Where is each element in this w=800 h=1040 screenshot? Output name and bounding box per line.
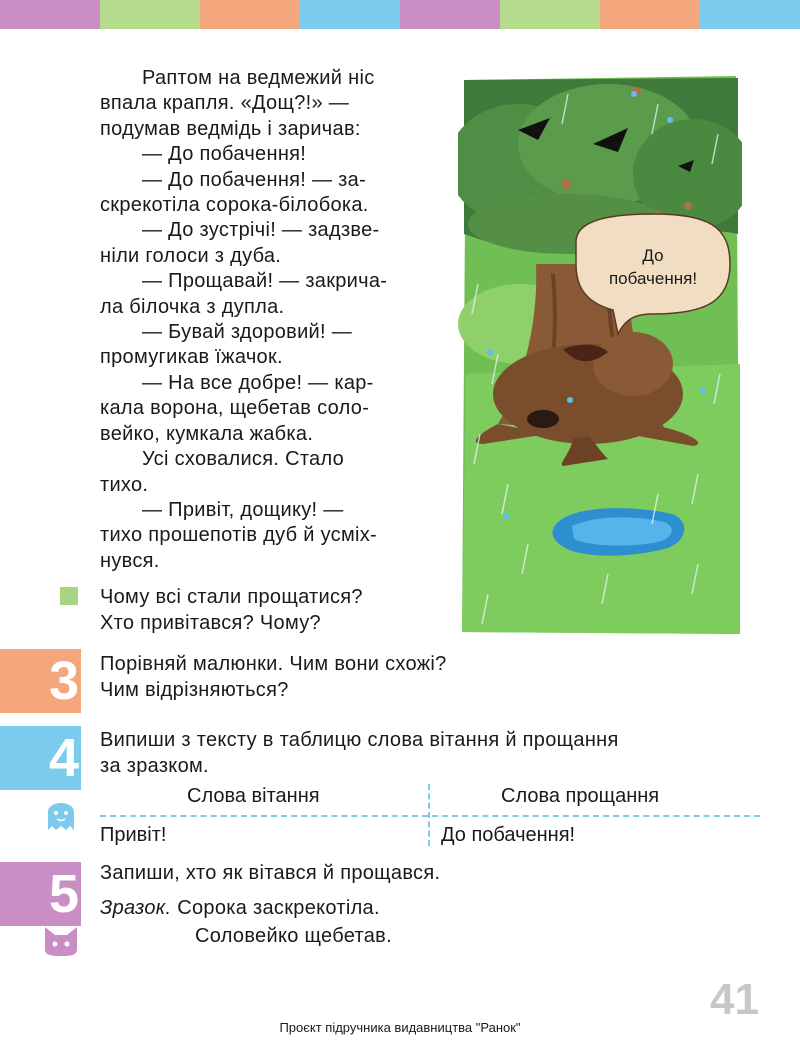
story-line: ла білочка з дупла. xyxy=(100,295,285,318)
story-line: промугикав їжачок. xyxy=(100,346,283,369)
table-cell-greeting: Привіт! xyxy=(100,824,167,846)
task-number-4: 4 xyxy=(0,726,81,790)
task-3-text xyxy=(100,651,447,703)
sample-label: Зразок. xyxy=(100,897,172,919)
speech-bubble-line-2: побачення! xyxy=(608,269,698,288)
task-number-3: 3 xyxy=(0,649,81,713)
table-cell-farewell: До побачення! xyxy=(441,824,576,846)
color-stripe-segment xyxy=(200,0,300,29)
task-number-5: 5 xyxy=(0,862,81,926)
color-stripe-segment xyxy=(300,0,400,29)
question-line-1: Чому всі стали прощатися? xyxy=(100,586,363,608)
story-line: — Привіт, дощику! — xyxy=(142,498,344,521)
story-line: нувся. xyxy=(100,549,160,572)
story-text xyxy=(100,66,440,574)
task-4-text xyxy=(100,727,619,779)
table-horizontal-divider xyxy=(100,815,760,817)
page-number: 41 xyxy=(710,975,759,1024)
story-line: впала крапля. «Дощ?!» — xyxy=(100,92,350,115)
story-line: — До побачення! — за- xyxy=(142,168,367,191)
task-4-line-2: за зразком. xyxy=(100,755,209,777)
table-header-farewells: Слова прощання xyxy=(501,785,660,807)
color-stripe-segment xyxy=(600,0,700,29)
question-line-2: Хто привітався? Чому? xyxy=(100,612,321,634)
sample-line-1: Сорока заскрекотіла. xyxy=(177,897,380,919)
table-vertical-divider xyxy=(428,784,430,846)
ghost-icon xyxy=(44,794,78,834)
story-line: Усі сховалися. Стало xyxy=(142,448,345,471)
story-line: — Бувай здоровий! — xyxy=(142,321,353,344)
footer-publisher-note: Проєкт підручника видавництва "Ранок" xyxy=(279,1020,521,1035)
story-line: — На все добре! — кар- xyxy=(142,371,374,394)
story-line: тихо. xyxy=(100,473,149,496)
cat-icon xyxy=(42,923,80,957)
color-stripe-segment xyxy=(500,0,600,29)
story-line: подумав ведмідь і заричав: xyxy=(100,117,361,140)
task-4-line-1: Випиши з тексту в таблицю слова вітання й прощання xyxy=(100,729,619,751)
story-line: ніли голоси з дуба. xyxy=(100,244,282,267)
question-marker xyxy=(60,587,78,605)
story-line: тихо прошепотів дуб й усміх- xyxy=(100,524,377,547)
table-header-greetings: Слова вітання xyxy=(187,785,320,807)
story-line: — Прощавай! — закрича- xyxy=(142,270,388,293)
color-stripe-bar xyxy=(0,0,800,29)
story-line: — До побачення! xyxy=(142,143,307,166)
color-stripe-segment xyxy=(400,0,500,29)
story-line: Раптом на ведмежий ніс xyxy=(142,67,375,89)
story-line: вейко, кумкала жабка. xyxy=(100,422,314,445)
story-line: скрекотіла сорока-білобока. xyxy=(100,194,369,217)
color-stripe-segment xyxy=(700,0,800,29)
color-stripe-segment xyxy=(100,0,200,29)
sample-line-2: Соловейко щебетав. xyxy=(195,925,392,947)
color-stripe-segment xyxy=(0,0,100,29)
speech-bubble-line-1: До xyxy=(642,246,664,265)
story-line: — До зустрічі! — задзве- xyxy=(142,219,380,242)
oak-rain-illustration xyxy=(458,74,742,636)
task-5-line-1: Запиши, хто як вітався й прощався. xyxy=(100,862,441,884)
comprehension-questions xyxy=(100,584,363,636)
task-5-sample xyxy=(100,894,392,950)
task-3-line-1: Порівняй малюнки. Чим вони схожі? xyxy=(100,653,447,675)
task-3-line-2: Чим відрізняються? xyxy=(100,679,289,701)
story-line: кала ворона, щебетав соло- xyxy=(100,397,370,420)
